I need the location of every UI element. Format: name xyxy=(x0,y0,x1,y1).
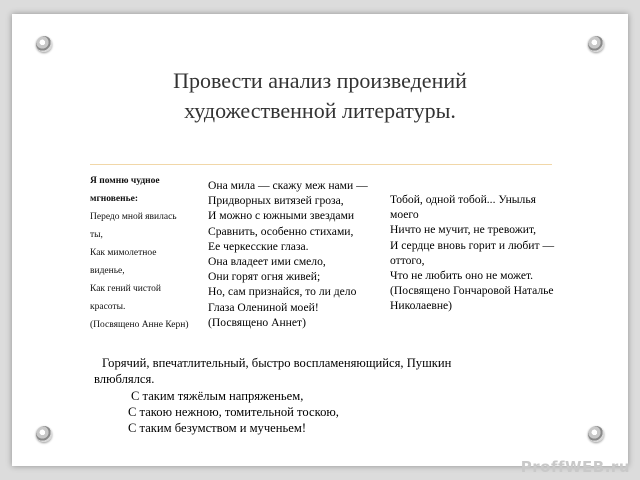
poem-line: И сердце вновь горит и любит — xyxy=(390,238,555,252)
poem-column-annet xyxy=(208,178,398,330)
quote-line: С таким безумством и мученьем! xyxy=(128,421,307,435)
poem-line: Ее черкесские глаза. xyxy=(208,239,309,253)
poem-line: мгновенье: xyxy=(90,194,138,204)
poem-line: моего xyxy=(390,208,419,222)
poem-line: (Посвящено Анне Керн) xyxy=(90,320,189,330)
poem-line: Как мимолетное xyxy=(90,248,157,258)
summary-paragraph xyxy=(94,355,524,387)
poem-line: Но, сам признайся, то ли дело xyxy=(208,285,357,299)
pushpin-icon xyxy=(588,36,604,52)
title-line: Провести анализ произведений xyxy=(173,68,467,93)
poem-line: виденье, xyxy=(90,266,125,276)
poem-line: И можно с южными звездами xyxy=(208,209,355,223)
poem-line: красоты. xyxy=(90,302,126,312)
poem-line: Она мила — скажу меж нами — xyxy=(208,179,368,192)
paragraph-line: влюблялся. xyxy=(94,372,155,386)
quote-block xyxy=(128,388,448,436)
quote-line: С такою нежною, томительной тоскою, xyxy=(128,405,339,419)
divider xyxy=(90,164,552,165)
poem-line: ты, xyxy=(90,230,103,240)
quote-line: С таким тяжёлым напряженьем, xyxy=(131,389,304,403)
poem-line: Тобой, одной тобой... Унылья xyxy=(390,193,536,206)
poem-line: Придворных витязей гроза, xyxy=(208,194,344,208)
poem-line: (Посвящено Гончаровой Наталье xyxy=(390,284,554,298)
poem-line: Как гений чистой xyxy=(90,284,161,294)
poem-line: оттого, xyxy=(390,253,425,267)
poem-line: (Посвящено Аннет) xyxy=(208,315,306,329)
poem-line: Сравнить, особенно стихами, xyxy=(208,224,354,238)
poem-line: Что не любить оно не может. xyxy=(390,269,534,283)
pushpin-icon xyxy=(36,36,52,52)
poem-line: Глаза Олениной моей! xyxy=(208,300,319,314)
paragraph-line: Горячий, впечатлительный, быстро воспламеняющийся, Пушкин xyxy=(102,356,452,370)
slide xyxy=(12,14,628,466)
poem-line: Николаевне) xyxy=(390,299,453,313)
poem-column-goncharova xyxy=(390,192,600,314)
watermark: ProffWEB.ru xyxy=(520,458,630,476)
slide-title xyxy=(12,66,628,126)
pushpin-icon xyxy=(36,426,52,442)
poem-line: Я помню чудное xyxy=(90,176,160,186)
poem-line: Она владеет ими смело, xyxy=(208,255,326,269)
poem-line: Они горят огня живей; xyxy=(208,270,321,284)
title-line: художественной литературы. xyxy=(184,98,456,123)
poem-column-kern xyxy=(90,172,210,334)
poem-line: Ничто не мучит, не тревожит, xyxy=(390,223,537,237)
pushpin-icon xyxy=(588,426,604,442)
poem-line: Передо мной явилась xyxy=(90,212,177,222)
